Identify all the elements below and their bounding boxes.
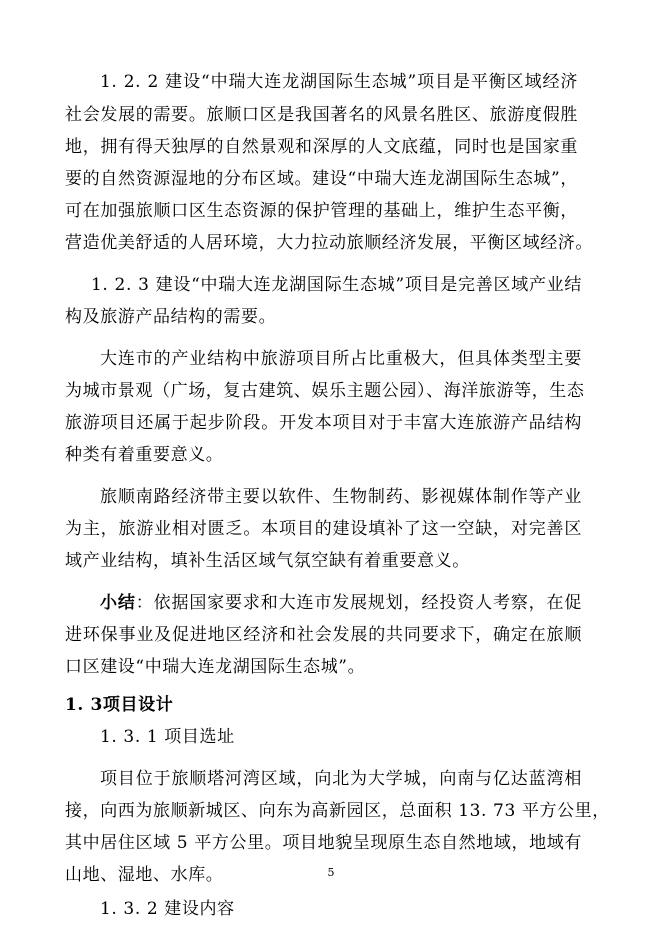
paragraph-industry-line-3: 旅游项目还属于起步阶段。开发本项目对于丰富大连旅游产品结构 (65, 413, 582, 433)
paragraph-location-line-1: 项目位于旅顺塔河湾区域，向北为大学城，向南与亿达蓝湾相 (100, 769, 582, 789)
paragraph-1-2-3-line-2: 构及旅游产品结构的需要。 (65, 307, 277, 327)
paragraph-lushun-south-line-1: 旅顺南路经济带主要以软件、生物制药、影视媒体制作等产业 (100, 487, 582, 507)
subheading-1-3-1: 1. 3. 1 项目选址 (100, 727, 235, 747)
summary-line-3: 口区建设“中瑞大连龙湖国际生态城”。 (65, 657, 366, 677)
paragraph-1-2-2-line-3: 地，拥有得天独厚的自然景观和深厚的人文底蕴，同时也是国家重 (65, 137, 578, 157)
paragraph-1-2-2-line-6: 营造优美舒适的人居环境，大力拉动旅顺经济发展，平衡区域经济。 (65, 233, 593, 253)
paragraph-1-2-3-line-1: 1. 2. 3 建设“中瑞大连龙湖国际生态城”项目是完善区域产业结 (91, 275, 582, 295)
paragraph-location-line-3: 其中居住区域 5 平方公里。项目地貌呈现原生态自然地域，地域有 (65, 833, 582, 853)
paragraph-industry-line-4: 种类有着重要意义。 (65, 445, 224, 465)
summary-line-1 (100, 592, 582, 614)
section-heading-1-3: 1. 3项目设计 (65, 695, 174, 715)
paragraph-1-2-2-line-1: 1. 2. 2 建设“中瑞大连龙湖国际生态城”项目是平衡区域经济 (100, 72, 578, 92)
paragraph-lushun-south-line-3: 域产业结构，填补生活区域气氛空缺有着重要意义。 (65, 551, 470, 571)
paragraph-lushun-south-line-2: 为主，旅游业相对匮乏。本项目的建设填补了这一空缺，对完善区 (65, 519, 582, 539)
paragraph-1-2-2-line-5: 可在加强旅顺口区生态资源的保护管理的基础上，维护生态平衡， (65, 201, 578, 221)
paragraph-1-2-2-line-4: 要的自然资源湿地的分布区域。建设“中瑞大连龙湖国际生态城”， (65, 169, 578, 189)
summary-text: ：依据国家要求和大连市发展规划，经投资人考察，在促 (135, 593, 583, 613)
paragraph-1-2-2-line-2: 社会发展的需要。旅顺口区是我国著名的风景名胜区、旅游度假胜 (65, 105, 578, 125)
paragraph-industry-line-1: 大连市的产业结构中旅游项目所占比重极大，但具体类型主要 (100, 349, 582, 369)
summary-line-2: 进环保事业及促进地区经济和社会发展的共同要求下，确定在旅顺 (65, 625, 582, 645)
paragraph-location-line-4: 山地、湿地、水库。 (65, 865, 224, 885)
page-number: 5 (327, 866, 335, 879)
subheading-1-3-2: 1. 3. 2 建设内容 (100, 899, 235, 919)
summary-label: 小结 (100, 593, 136, 613)
paragraph-location-line-2: 接，向西为旅顺新城区、向东为高新园区，总面积 13. 73 平方公里， (65, 801, 610, 821)
paragraph-industry-line-2: 为城市景观（广场，复古建筑、娱乐主题公园）、海洋旅游等，生态 (65, 381, 585, 401)
